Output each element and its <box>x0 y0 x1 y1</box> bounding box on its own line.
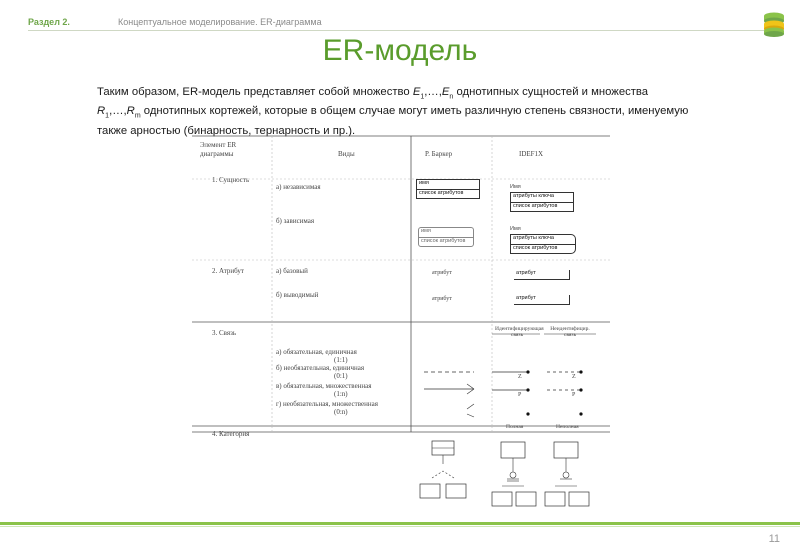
idef-z1: Z <box>518 374 522 380</box>
footer-bar <box>0 522 800 525</box>
category-diagrams <box>192 426 610 516</box>
idef-identifying-header: Идентифицирующая связь <box>495 326 544 338</box>
idef-p2: P <box>572 392 576 398</box>
idef-dep-label: Имя <box>510 226 521 232</box>
header-divider <box>28 30 772 31</box>
slide-title: ER-модель <box>322 34 478 67</box>
idef-attr2: атрибут <box>514 295 570 305</box>
idef-attr-list: список атрибутов <box>510 202 574 212</box>
barker-dep-attrs: список атрибутов <box>418 237 474 247</box>
link-b2: (0:1) <box>334 372 348 380</box>
cat-full: Полная <box>506 424 524 430</box>
barker-entity-name: имя <box>416 179 480 189</box>
barker-attr2: атрибут <box>432 296 452 302</box>
entity-dependent: б) зависимая <box>276 217 315 225</box>
barker-dep-name: имя <box>418 227 474 237</box>
row-link: 3. Связь <box>212 329 237 337</box>
idef-nonident-header: Неидентифицир. связь <box>550 326 590 338</box>
slide-header <box>0 0 800 30</box>
idef-attr1: атрибут <box>514 270 570 280</box>
table-grid <box>192 134 610 434</box>
entity-independent: а) независимая <box>276 183 321 191</box>
header-idef: IDEF1X <box>519 150 544 158</box>
footer-bar-thin <box>0 526 800 527</box>
page-number: 11 <box>768 533 780 545</box>
attribute-derived: б) выводимый <box>276 291 319 299</box>
attribute-simple: а) базовый <box>276 267 308 275</box>
idef-entity-label: Имя <box>510 184 521 190</box>
link-d2: (0:n) <box>334 408 348 416</box>
idef-key-attrs: атрибуты ключа <box>510 192 574 202</box>
body-paragraph: Таким образом, ER-модель представляет собой множество $E_1,\dots,E_n$ однотипных сущностей и множества $R_1,\dots,R_m$ однотипных кортежей, которые в общем случае могут иметь различную степень связности, именуемую также арностью (бинарность, тернарность и пр.). <box>97 86 689 137</box>
link-a: а) обязательная, единичная <box>276 348 357 356</box>
er-elements-table <box>192 134 610 438</box>
idef-p1: P <box>518 392 522 398</box>
row-attribute: 2. Атрибут <box>212 267 244 275</box>
idef-dep-key: атрибуты ключа <box>510 234 576 244</box>
link-c: в) обязательная, множественная <box>276 382 372 390</box>
barker-attr1: атрибут <box>432 270 452 276</box>
link-d: г) необязательная, множественная <box>276 400 378 408</box>
barker-entity-attrs: список атрибутов <box>416 189 480 199</box>
row-category: 4. Категория <box>212 430 250 438</box>
link-a2: (1:1) <box>334 356 348 364</box>
cat-partial: Неполная <box>556 424 579 430</box>
header-kinds: Виды <box>338 150 355 158</box>
section-label: Раздел 2. <box>28 17 70 27</box>
topic-label: Концептуальное моделирование. ER-диаграмма <box>118 17 322 27</box>
header-element: Элемент ER диаграммы <box>200 141 237 158</box>
link-b: б) необязательная, единичная <box>276 364 365 372</box>
idef-z2: Z <box>572 374 576 380</box>
idef-dep-attrs: список атрибутов <box>510 244 576 254</box>
header-barker: P. Баркер <box>425 150 453 158</box>
link-c2: (1:n) <box>334 390 348 398</box>
row-entity: 1. Сущность <box>212 176 250 184</box>
